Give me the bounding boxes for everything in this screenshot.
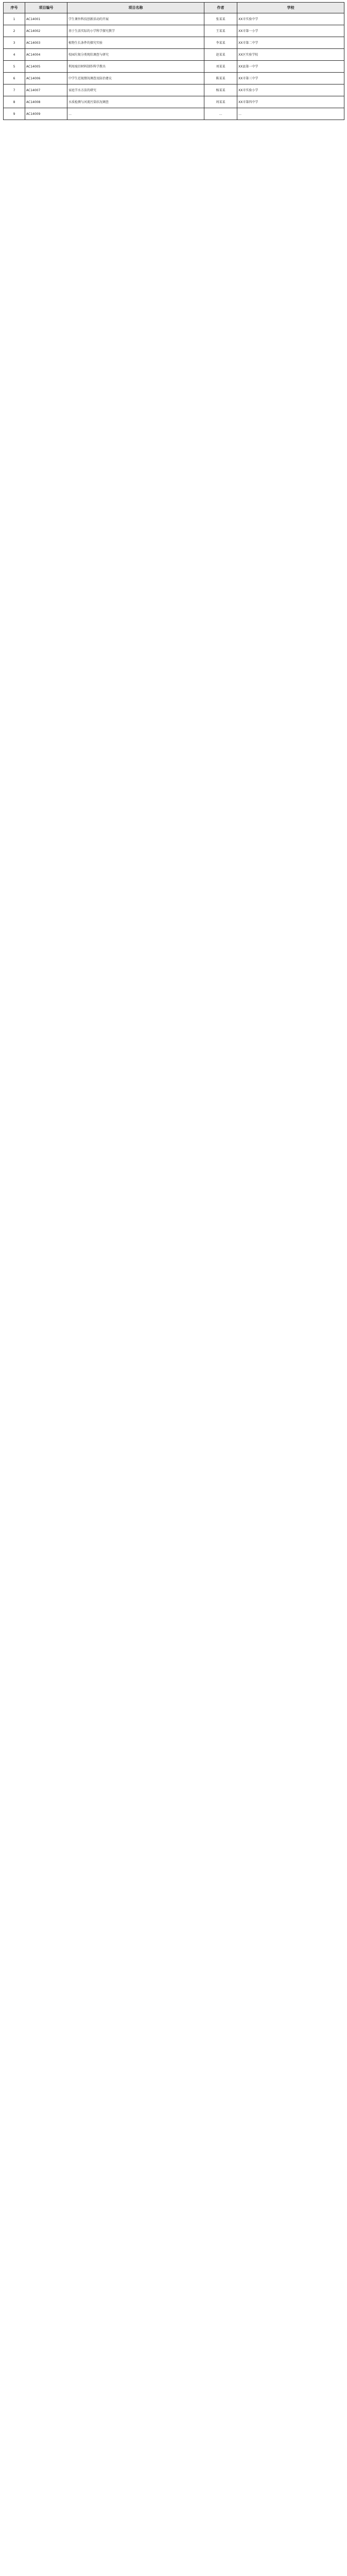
- cell-author: 周某某: [204, 96, 237, 108]
- cell-serial: 8: [4, 96, 25, 108]
- cell-project-id: AC14004: [25, 49, 67, 61]
- cell-serial: 6: [4, 73, 25, 84]
- cell-serial: 4: [4, 49, 25, 61]
- cell-author: 刘某某: [204, 61, 237, 73]
- table-row: [4, 25, 344, 37]
- cell-serial: 9: [4, 108, 25, 120]
- cell-project-name: 植物生长条件的探究实验: [67, 37, 204, 49]
- cell-project-id: AC14009: [25, 108, 67, 120]
- cell-school: XX市实验小学: [237, 84, 344, 96]
- cell-project-name: 水质检测与河流污染状况调查: [67, 96, 204, 108]
- table-body: [4, 13, 344, 120]
- cell-author: 陈某某: [204, 73, 237, 84]
- cell-project-id: AC14008: [25, 96, 67, 108]
- table-header-row: [4, 3, 344, 13]
- cell-project-name: 中学生近视情况调查及防治建议: [67, 73, 204, 84]
- cell-author: 杨某某: [204, 84, 237, 96]
- header-project-name: 项目名称: [67, 3, 204, 13]
- cell-project-id: AC14006: [25, 73, 67, 84]
- table-row: [4, 96, 344, 108]
- cell-school: …: [237, 108, 344, 120]
- cell-serial: 7: [4, 84, 25, 96]
- header-serial: 序号: [4, 3, 25, 13]
- header-author: 作者: [204, 3, 237, 13]
- project-table: [3, 2, 344, 120]
- cell-serial: 1: [4, 13, 25, 25]
- document-page: [3, 2, 344, 120]
- cell-serial: 5: [4, 61, 25, 73]
- table-row: [4, 84, 344, 96]
- cell-school: XX市第三中学: [237, 73, 344, 84]
- cell-author: 王某某: [204, 25, 237, 37]
- cell-school: XX市第二中学: [237, 37, 344, 49]
- cell-school: XX市实验中学: [237, 13, 344, 25]
- cell-author: …: [204, 108, 237, 120]
- cell-author: 李某某: [204, 37, 237, 49]
- cell-project-name: 基于生活实际的小学科学探究教学: [67, 25, 204, 37]
- table-row: [4, 13, 344, 25]
- cell-serial: 2: [4, 25, 25, 37]
- cell-author: 张某某: [204, 13, 237, 25]
- cell-school: XX市第四中学: [237, 96, 344, 108]
- cell-project-id: AC14001: [25, 13, 67, 25]
- cell-project-id: AC14005: [25, 61, 67, 73]
- table-row: [4, 61, 344, 73]
- cell-project-id: AC14002: [25, 25, 67, 37]
- cell-serial: 3: [4, 37, 25, 49]
- table-row: [4, 73, 344, 84]
- table-row: [4, 37, 344, 49]
- cell-project-name: 利用废旧材料制作科学教具: [67, 61, 204, 73]
- cell-project-id: AC14007: [25, 84, 67, 96]
- table-row: [4, 49, 344, 61]
- cell-author: 赵某某: [204, 49, 237, 61]
- header-school: 学校: [237, 3, 344, 13]
- cell-project-name: 家庭节水方法的研究: [67, 84, 204, 96]
- cell-school: XX市第一小学: [237, 25, 344, 37]
- cell-project-name: 学生课外科技创新活动的开展: [67, 13, 204, 25]
- cell-project-id: AC14003: [25, 37, 67, 49]
- cell-school: XX区实验学校: [237, 49, 344, 61]
- cell-project-name: 校园垃圾分类现状调查与研究: [67, 49, 204, 61]
- header-project-id: 项目编号: [25, 3, 67, 13]
- cell-school: XX县第一中学: [237, 61, 344, 73]
- cell-project-name: …: [67, 108, 204, 120]
- table-row: [4, 108, 344, 120]
